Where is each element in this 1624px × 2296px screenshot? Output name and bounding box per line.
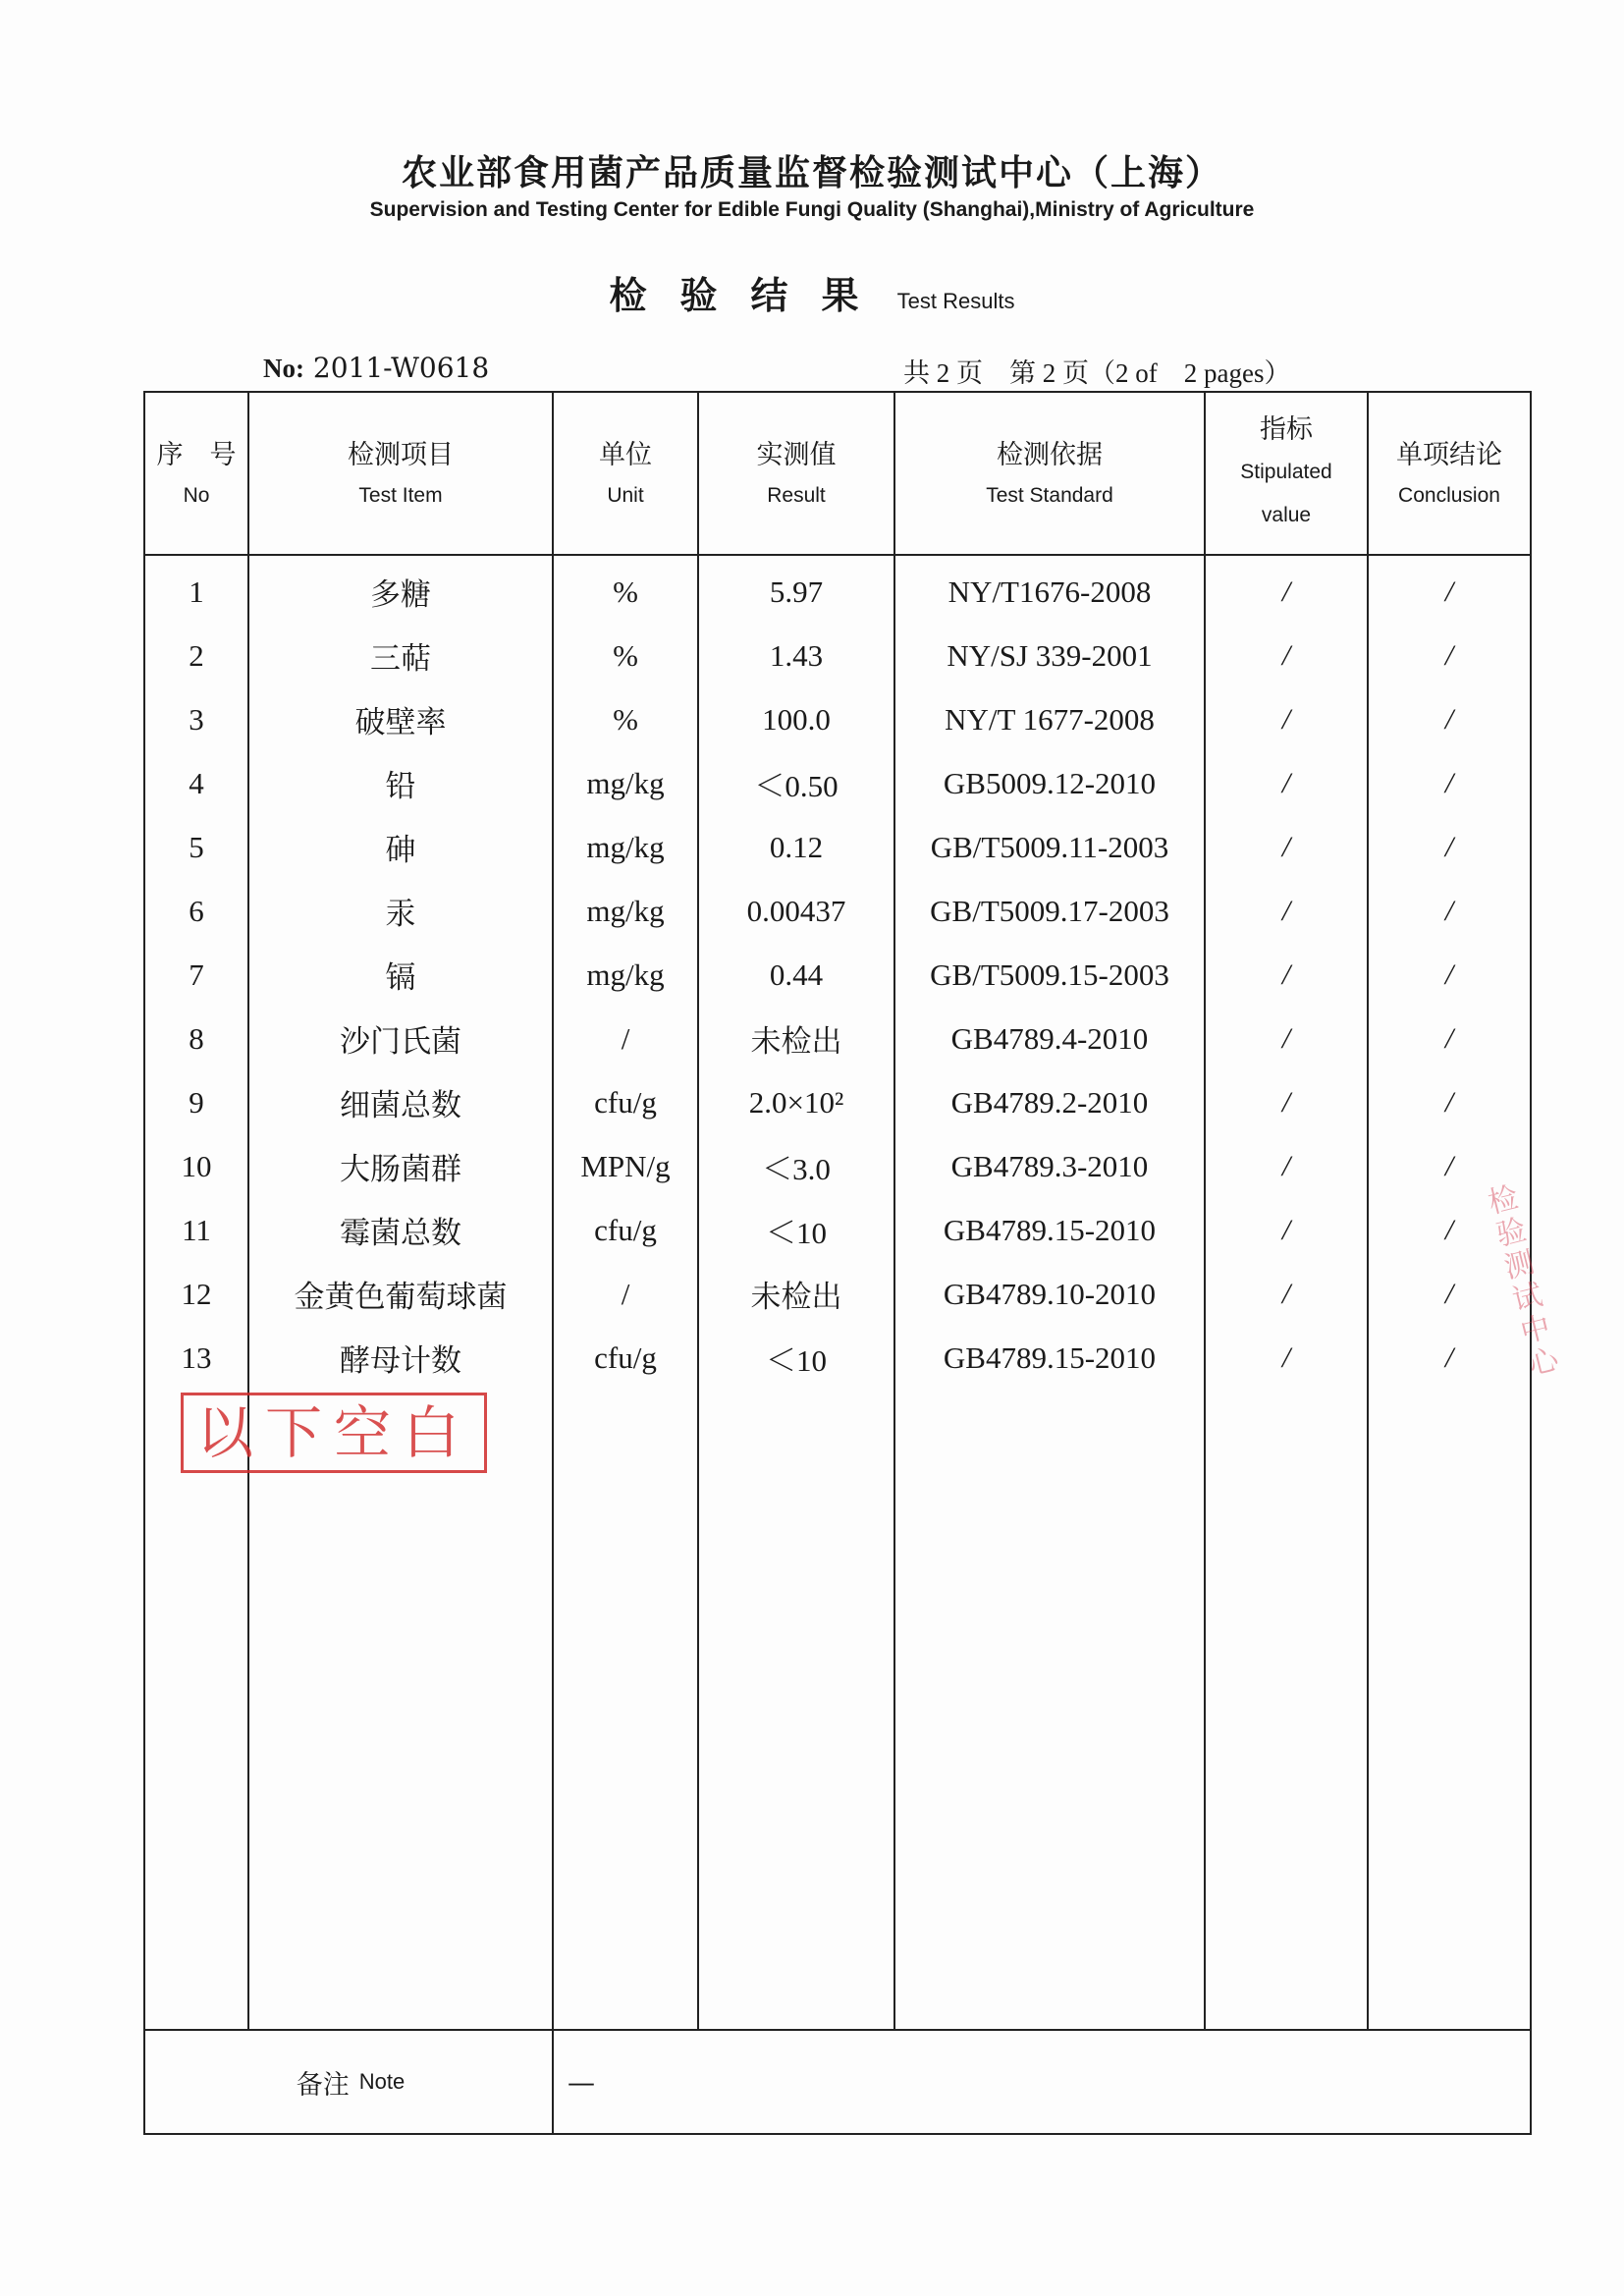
- row-no: 2: [189, 637, 204, 673]
- row-conclusion: /: [1444, 894, 1454, 927]
- row-conclusion: /: [1444, 702, 1454, 736]
- row-standard: GB/T5009.15-2003: [930, 957, 1169, 992]
- row-result: ＜0.50: [754, 769, 839, 803]
- row-stipulated: /: [1281, 1277, 1291, 1310]
- note-label-cn: 备注: [296, 2069, 350, 2101]
- header-result-en: Result: [767, 484, 826, 508]
- row-unit: cfu/g: [594, 1339, 657, 1375]
- row-no: 10: [181, 1148, 212, 1183]
- row-stipulated: /: [1281, 574, 1291, 608]
- header-no: [145, 393, 247, 554]
- row-result: 未检出: [750, 1024, 842, 1059]
- row-standard: GB4789.3-2010: [950, 1148, 1149, 1183]
- row-item: 三萜: [370, 641, 431, 677]
- row-result: 0.44: [769, 957, 824, 992]
- center-title-en: Supervision and Testing Center for Edible Fungi Quality (Shanghai),Ministry of Agriculture: [369, 198, 1255, 221]
- header-stipulated-cn: 指标: [1260, 413, 1313, 445]
- row-item: 汞: [385, 897, 416, 932]
- row-conclusion: /: [1444, 1149, 1454, 1182]
- row-unit: /: [621, 1020, 630, 1056]
- header-unit: [554, 393, 697, 554]
- header-test-item-cn: 检测项目: [348, 440, 454, 471]
- row-standard: NY/T1676-2008: [947, 574, 1152, 609]
- row-stipulated: /: [1281, 957, 1291, 991]
- row-standard: GB/T5009.17-2003: [930, 893, 1169, 928]
- header-no-en: No: [183, 484, 210, 508]
- header-test-standard-en: Test Standard: [986, 484, 1113, 508]
- row-item: 镉: [385, 960, 416, 996]
- row-unit: cfu/g: [594, 1212, 657, 1247]
- row-item: 大肠菌群: [340, 1152, 461, 1187]
- header-conclusion-en: Conclusion: [1398, 484, 1500, 508]
- row-conclusion: /: [1444, 1213, 1454, 1246]
- row-result: 0.00437: [746, 893, 846, 928]
- row-result: ＜10: [766, 1216, 827, 1250]
- row-no: 9: [189, 1084, 204, 1120]
- row-no: 12: [181, 1276, 212, 1311]
- row-item: 铅: [385, 769, 416, 804]
- row-item: 砷: [385, 833, 416, 868]
- row-standard: NY/T 1677-2008: [945, 701, 1155, 737]
- row-unit: mg/kg: [586, 829, 665, 864]
- row-unit: %: [613, 637, 638, 673]
- row-result: ＜10: [766, 1343, 827, 1378]
- document-subtitle: [0, 265, 1624, 319]
- row-result: 1.43: [769, 637, 824, 673]
- header-conclusion-cn: 单项结论: [1396, 440, 1502, 471]
- row-no: 11: [182, 1212, 211, 1247]
- row-no: 4: [189, 765, 204, 800]
- row-conclusion: /: [1444, 1277, 1454, 1310]
- note-label-en: Note: [358, 2069, 406, 2094]
- row-no: 13: [181, 1339, 212, 1375]
- row-result: 2.0×10²: [748, 1084, 844, 1120]
- row-item: 沙门氏菌: [340, 1024, 461, 1060]
- row-conclusion: /: [1444, 574, 1454, 608]
- row-conclusion: /: [1444, 957, 1454, 991]
- row-unit: mg/kg: [586, 765, 665, 800]
- row-no: 6: [189, 893, 204, 928]
- header-stipulated-en: Stipulated value: [1240, 460, 1332, 526]
- page-info: 共 2 页 第 2 页（2 of 2 pages）: [903, 358, 1291, 388]
- header-test-item: [249, 393, 552, 554]
- row-no: 5: [189, 829, 204, 864]
- row-no: 3: [189, 701, 204, 737]
- row-unit: /: [621, 1276, 630, 1311]
- report-number: [263, 352, 489, 384]
- header-unit-en: Unit: [607, 484, 644, 508]
- row-result: 100.0: [762, 701, 831, 737]
- row-stipulated: /: [1281, 702, 1291, 736]
- header-result: [699, 393, 893, 554]
- row-stipulated: /: [1281, 1149, 1291, 1182]
- row-standard: GB5009.12-2010: [943, 765, 1157, 800]
- blank-below-stamp: 以下空白: [181, 1393, 487, 1473]
- note-label: [147, 2031, 554, 2133]
- row-unit: mg/kg: [586, 893, 665, 928]
- subtitle-cn: 检验结果: [609, 274, 893, 317]
- row-conclusion: /: [1444, 766, 1454, 799]
- row-result: 0.12: [769, 829, 824, 864]
- row-standard: GB4789.2-2010: [950, 1084, 1149, 1120]
- row-stipulated: /: [1281, 830, 1291, 863]
- row-unit: %: [613, 701, 638, 737]
- header-test-standard-cn: 检测依据: [997, 440, 1103, 471]
- header-stipulated-value: [1206, 393, 1367, 554]
- row-stipulated: /: [1281, 766, 1291, 799]
- row-unit: MPN/g: [580, 1148, 671, 1183]
- official-seal: 检验测试中心: [1479, 1180, 1561, 1385]
- header-unit-cn: 单位: [599, 440, 652, 471]
- row-conclusion: /: [1444, 638, 1454, 672]
- header-divider: [143, 554, 1532, 556]
- row-stipulated: /: [1281, 1213, 1291, 1246]
- row-conclusion: /: [1444, 1085, 1454, 1119]
- row-item: 霉菌总数: [340, 1216, 461, 1251]
- row-result: 5.97: [769, 574, 824, 609]
- note-value: —: [568, 2065, 595, 2099]
- row-stipulated: /: [1281, 1085, 1291, 1119]
- row-standard: NY/SJ 339-2001: [947, 637, 1153, 673]
- row-stipulated: /: [1281, 1340, 1291, 1374]
- row-unit: %: [613, 574, 638, 609]
- row-unit: cfu/g: [594, 1084, 657, 1120]
- row-standard: GB4789.15-2010: [943, 1339, 1157, 1375]
- report-number-label: No:: [263, 354, 304, 383]
- header-test-item-en: Test Item: [358, 484, 443, 508]
- row-no: 1: [189, 574, 204, 609]
- row-result: 未检出: [750, 1280, 842, 1314]
- row-no: 8: [189, 1020, 204, 1056]
- row-no: 7: [189, 957, 204, 992]
- row-item: 多糖: [370, 577, 431, 613]
- subtitle-en: Test Results: [896, 289, 1015, 313]
- report-number-value: 2011-W0618: [312, 352, 490, 384]
- row-item: 破壁率: [354, 705, 447, 740]
- header-conclusion: [1369, 393, 1530, 554]
- header-test-standard: [895, 393, 1204, 554]
- row-standard: GB4789.15-2010: [943, 1212, 1157, 1247]
- row-conclusion: /: [1444, 830, 1454, 863]
- row-conclusion: /: [1444, 1340, 1454, 1374]
- row-standard: GB4789.4-2010: [950, 1020, 1149, 1056]
- row-item: 酵母计数: [340, 1343, 461, 1379]
- row-conclusion: /: [1444, 1021, 1454, 1055]
- row-item: 细菌总数: [340, 1088, 461, 1123]
- center-title-cn: 农业部食用菌产品质量监督检验测试中心（上海）: [401, 153, 1222, 193]
- row-standard: GB4789.10-2010: [943, 1276, 1157, 1311]
- row-standard: GB/T5009.11-2003: [930, 829, 1169, 864]
- row-stipulated: /: [1281, 1021, 1291, 1055]
- row-stipulated: /: [1281, 638, 1291, 672]
- row-item: 金黄色葡萄球菌: [294, 1280, 508, 1315]
- row-stipulated: /: [1281, 894, 1291, 927]
- row-result: ＜3.0: [762, 1152, 831, 1186]
- header-no-cn: 序 号: [156, 440, 237, 471]
- row-unit: mg/kg: [586, 957, 665, 992]
- header-result-cn: 实测值: [756, 440, 837, 471]
